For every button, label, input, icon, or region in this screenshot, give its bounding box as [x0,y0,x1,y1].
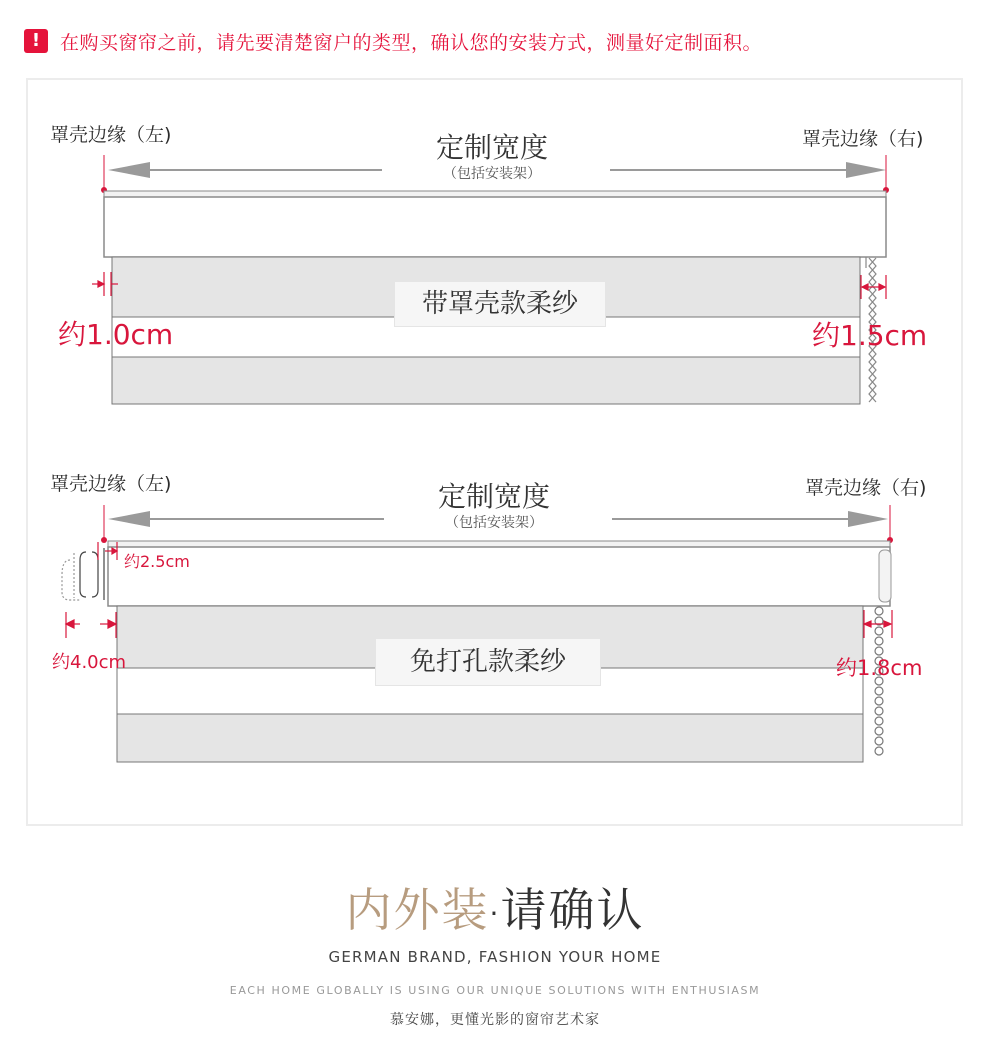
exclamation-icon: ! [24,29,48,53]
footer-title-gold: 内外装 [345,883,490,937]
slogan-en: EACH HOME GLOBALLY IS USING OUR UNIQUE SOLUTIONS WITH ENTHUSIASM [229,984,761,997]
brand-line: GERMAN BRAND, FASHION YOUR HOME [328,948,662,966]
product-label-2: 免打孔款柔纱 [375,638,601,686]
edge-left-label-2: 罩壳边缘（左) [50,473,172,495]
footer-title-dot: · [489,897,501,930]
width-subtitle-2: （包括安装架） [445,515,543,531]
edge-left-label-1: 罩壳边缘（左) [50,124,172,146]
left-measure-arrows-2 [66,612,116,638]
width-title-2: 定制宽度 [437,480,550,513]
left-measure-2: 约4.0cm [52,652,127,673]
width-subtitle-1: （包括安装架） [443,166,541,182]
notice-text: 在购买窗帘之前，请先要清楚窗户的类型，确认您的安装方式，测量好定制面积。 [60,31,763,54]
edge-markers-1 [101,155,889,193]
edge-right-label-1: 罩壳边缘（右) [802,128,924,150]
edge-right-label-2: 罩壳边缘（右) [805,477,927,499]
width-title-1: 定制宽度 [435,131,548,164]
footer-title-dark: 请确认 [500,883,645,937]
bracket-measure: 约2.5cm [124,552,190,571]
slogan-cn: 慕安娜，更懂光影的窗帘艺术家 [390,1012,600,1028]
right-measure-1: 约1.5cm [812,319,928,352]
footer-title [0,874,990,940]
product-label-1: 带罩壳款柔纱 [394,281,606,327]
left-measure-1: 约1.0cm [58,318,174,351]
right-measure-arrows-2 [864,610,892,638]
right-measure-2: 约1.8cm [836,656,923,680]
width-arrow-1 [108,162,886,178]
